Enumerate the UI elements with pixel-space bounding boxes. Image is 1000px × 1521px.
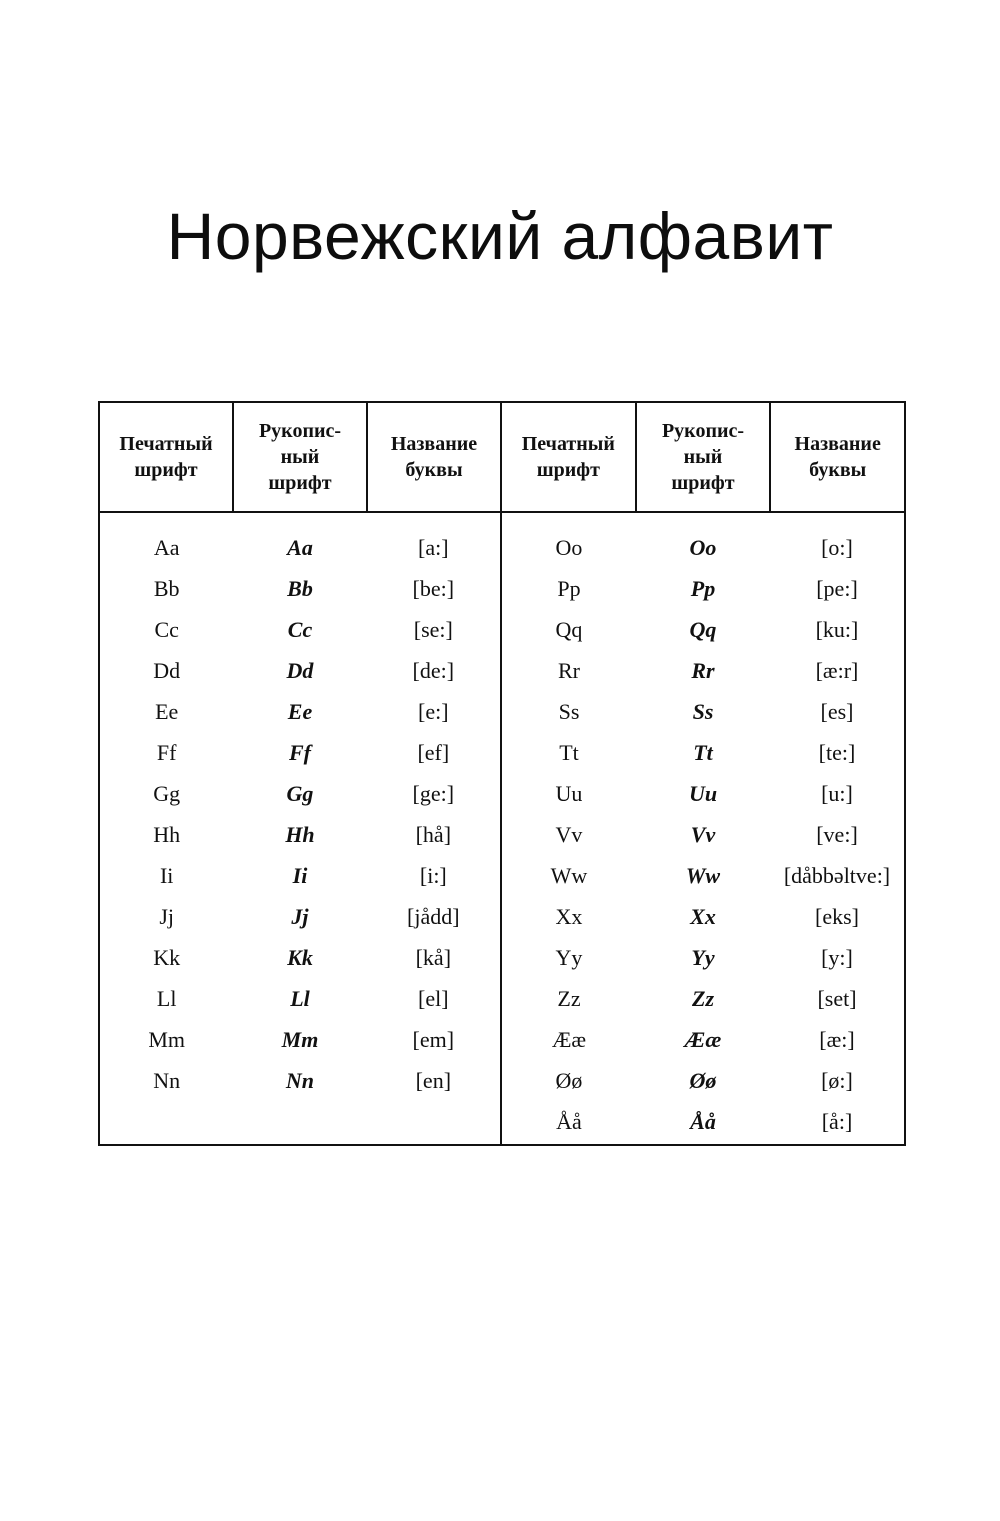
print-letter: Oo: [555, 534, 583, 560]
letter-name: [set]: [817, 985, 857, 1011]
letter-name: [ø:]: [821, 1067, 853, 1093]
table-row: [502, 527, 904, 568]
handwritten-letter: Gg: [286, 780, 314, 806]
table-row: [502, 896, 904, 937]
print-letter: Gg: [153, 780, 181, 806]
print-letter: Pp: [557, 575, 581, 601]
letter-name: [eks]: [815, 903, 859, 929]
handwritten-letter: Åå: [690, 1108, 716, 1134]
table-row: [502, 691, 904, 732]
table-header: [502, 403, 904, 513]
print-letter: Ææ: [551, 1026, 587, 1052]
handwritten-letter: Pp: [690, 575, 716, 601]
letter-name: [em]: [412, 1026, 455, 1052]
print-letter: Zz: [557, 985, 581, 1011]
print-letter: Ll: [156, 985, 177, 1011]
table-row: [100, 1019, 500, 1060]
handwritten-letter: Ss: [692, 698, 714, 724]
print-letter: Dd: [153, 657, 181, 683]
print-letter: Jj: [159, 903, 174, 929]
print-letter: Åå: [556, 1108, 582, 1134]
letter-name: [u:]: [821, 780, 853, 806]
table-row: [502, 1019, 904, 1060]
handwritten-letter: Oo: [689, 534, 717, 560]
print-letter: Ss: [558, 698, 580, 724]
handwritten-letter: Ff: [288, 739, 311, 765]
print-letter: Yy: [555, 944, 583, 970]
print-letter: Ff: [156, 739, 177, 765]
table-row: [100, 527, 500, 568]
print-letter: Tt: [559, 739, 579, 765]
handwritten-letter: Hh: [285, 821, 315, 847]
table-body-right: [502, 513, 904, 1142]
table-row: [502, 609, 904, 650]
handwritten-letter: Zz: [692, 985, 714, 1011]
header-print-font: Печатный шрифт: [119, 433, 213, 481]
table-left-half: [100, 403, 502, 1144]
letter-name: [ge:]: [412, 780, 455, 806]
handwritten-letter: Bb: [287, 575, 313, 601]
print-letter: Vv: [555, 821, 583, 847]
print-letter: Xx: [555, 903, 583, 929]
letter-name: [el]: [418, 985, 449, 1011]
table-row: [100, 896, 500, 937]
table-row: [100, 937, 500, 978]
print-letter: Qq: [555, 616, 583, 642]
letter-name: [æ:]: [819, 1026, 855, 1052]
table-row: [100, 855, 500, 896]
print-letter: Rr: [558, 657, 580, 683]
print-letter: Kk: [153, 944, 181, 970]
letter-name: [å:]: [821, 1108, 853, 1134]
letter-name: [ve:]: [816, 821, 858, 847]
table-row: [502, 773, 904, 814]
handwritten-letter: Ll: [290, 985, 310, 1011]
handwritten-letter: Qq: [689, 616, 717, 642]
table-row: [502, 1101, 904, 1142]
handwritten-letter: Ee: [287, 698, 313, 724]
letter-name: [dåbbəltve:]: [783, 862, 891, 888]
table-body-left: [100, 513, 500, 1101]
letter-name: [pe:]: [816, 575, 858, 601]
letter-name: [te:]: [818, 739, 856, 765]
handwritten-letter: Mm: [281, 1026, 319, 1052]
table-row: [502, 814, 904, 855]
print-letter: Hh: [153, 821, 181, 847]
letter-name: [ef]: [417, 739, 450, 765]
letter-name: [de:]: [412, 657, 455, 683]
handwritten-letter: Nn: [285, 1067, 315, 1093]
handwritten-letter: Xx: [690, 903, 716, 929]
letter-name: [æ:r]: [815, 657, 859, 683]
handwritten-letter: Yy: [691, 944, 715, 970]
handwritten-letter: Øø: [689, 1067, 717, 1093]
table-right-half: [502, 403, 904, 1144]
handwritten-letter: Rr: [691, 657, 715, 683]
handwritten-letter: Dd: [286, 657, 314, 683]
handwritten-letter: Ææ: [684, 1026, 722, 1052]
table-row: [502, 650, 904, 691]
table-row: [502, 978, 904, 1019]
handwritten-letter: Tt: [693, 739, 713, 765]
letter-name: [es]: [820, 698, 854, 724]
letter-name: [kå]: [415, 944, 452, 970]
table-row: [100, 773, 500, 814]
header-letter-name: Название буквы: [366, 403, 500, 511]
letter-name: [i:]: [419, 862, 447, 888]
table-row: [100, 978, 500, 1019]
handwritten-letter: Jj: [291, 903, 309, 929]
letter-name: [hå]: [415, 821, 452, 847]
handwritten-letter: Ww: [685, 862, 721, 888]
print-letter: Ii: [159, 862, 174, 888]
table-row: [502, 937, 904, 978]
letter-name: [a:]: [418, 534, 449, 560]
print-letter: Uu: [555, 780, 583, 806]
table-row: [100, 609, 500, 650]
table-row: [100, 814, 500, 855]
page-title: Норвежский алфавит: [166, 199, 834, 273]
table-row: [502, 855, 904, 896]
table-row: [100, 1060, 500, 1101]
header-handwritten-font: Рукопис- ный шрифт: [232, 403, 366, 511]
print-letter: Cc: [154, 616, 179, 642]
print-letter: Nn: [153, 1067, 181, 1093]
handwritten-letter: Kk: [287, 944, 313, 970]
handwritten-letter: Uu: [688, 780, 718, 806]
letter-name: [e:]: [418, 698, 449, 724]
handwritten-letter: Aa: [287, 534, 313, 560]
print-letter: Bb: [153, 575, 180, 601]
letter-name: [en]: [415, 1067, 452, 1093]
table-row: [100, 691, 500, 732]
letter-name: [se:]: [413, 616, 453, 642]
letter-name: [y:]: [821, 944, 853, 970]
table-row: [100, 650, 500, 691]
header-print-font: Печатный шрифт: [521, 433, 615, 481]
letter-name: [be:]: [412, 575, 455, 601]
table-row: [502, 1060, 904, 1101]
table-row: [100, 568, 500, 609]
handwritten-letter: Ii: [292, 862, 308, 888]
handwritten-letter: Cc: [287, 616, 313, 642]
table-row: [100, 732, 500, 773]
letter-name: [o:]: [821, 534, 853, 560]
print-letter: Ww: [550, 862, 588, 888]
print-letter: Mm: [148, 1026, 185, 1052]
letter-name: [jådd]: [407, 903, 460, 929]
table-row: [502, 732, 904, 773]
handwritten-letter: Vv: [690, 821, 716, 847]
print-letter: Aa: [153, 534, 180, 560]
alphabet-table: [98, 401, 906, 1146]
print-letter: Øø: [555, 1067, 583, 1093]
print-letter: Ee: [155, 698, 179, 724]
header-handwritten-font: Рукопис- ный шрифт: [635, 403, 770, 511]
header-letter-name: Название буквы: [769, 403, 904, 511]
letter-name: [ku:]: [815, 616, 859, 642]
table-row: [502, 568, 904, 609]
table-header: [100, 403, 500, 513]
